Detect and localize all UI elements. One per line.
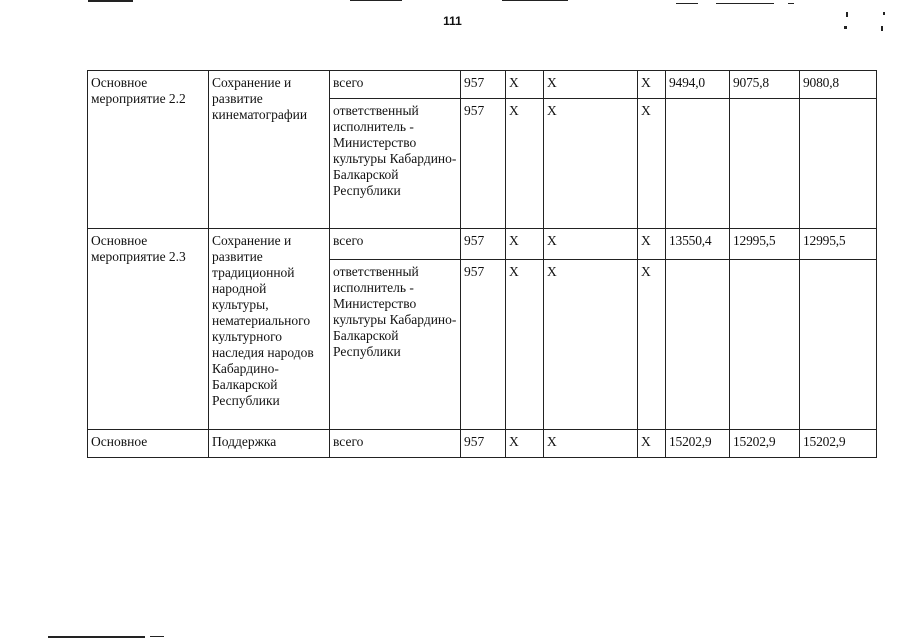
event-cell: Основное мероприятие 2.3: [88, 229, 209, 430]
table-row: [88, 229, 877, 260]
grbs-cell: 957: [461, 71, 506, 99]
rz-cell: Х: [506, 229, 544, 260]
table-row: [88, 71, 877, 99]
scan-mark: [881, 26, 883, 31]
scan-mark: [844, 26, 847, 29]
grbs-cell: 957: [461, 430, 506, 458]
rz-cell: Х: [506, 260, 544, 430]
rz-cell: Х: [506, 430, 544, 458]
scan-mark: [883, 12, 885, 15]
page-number: 111: [443, 14, 462, 28]
year3-value: 9080,8: [800, 71, 877, 99]
vr-cell: Х: [638, 229, 666, 260]
budget-table: [87, 70, 877, 458]
source-cell: всего: [330, 430, 461, 458]
csr-cell: Х: [544, 229, 638, 260]
vr-cell: Х: [638, 260, 666, 430]
year1-value: [666, 260, 730, 430]
event-name-cell: Сохранение и развитие кинематографии: [209, 71, 330, 229]
csr-cell: Х: [544, 71, 638, 99]
source-cell: всего: [330, 71, 461, 99]
csr-cell: Х: [544, 260, 638, 430]
year1-value: 15202,9: [666, 430, 730, 458]
scan-mark: [502, 0, 568, 1]
year2-value: 15202,9: [730, 430, 800, 458]
source-cell: ответственный исполнитель - Министерство культуры Кабардино-Балкарской Республики: [330, 99, 461, 229]
year1-value: 13550,4: [666, 229, 730, 260]
scan-mark: [676, 3, 698, 4]
year3-value: 12995,5: [800, 229, 877, 260]
year2-value: 12995,5: [730, 229, 800, 260]
table-row: [88, 430, 877, 458]
vr-cell: Х: [638, 99, 666, 229]
rz-cell: Х: [506, 71, 544, 99]
scan-mark: [88, 0, 133, 2]
source-cell: всего: [330, 229, 461, 260]
event-name-cell: Сохранение и развитие традиционной народной культуры, нематериального культурного наследия народов Кабардино-Балкарской Республики: [209, 229, 330, 430]
scan-mark: [150, 636, 164, 637]
event-cell: Основное: [88, 430, 209, 458]
year2-value: [730, 99, 800, 229]
rz-cell: Х: [506, 99, 544, 229]
scan-mark: [350, 0, 402, 1]
grbs-cell: 957: [461, 99, 506, 229]
vr-cell: Х: [638, 71, 666, 99]
scan-mark: [846, 12, 848, 17]
csr-cell: Х: [544, 430, 638, 458]
year1-value: [666, 99, 730, 229]
event-name-cell: Поддержка: [209, 430, 330, 458]
vr-cell: Х: [638, 430, 666, 458]
year3-value: [800, 99, 877, 229]
scan-mark: [788, 3, 794, 4]
scan-mark: [716, 3, 774, 4]
grbs-cell: 957: [461, 229, 506, 260]
year2-value: 9075,8: [730, 71, 800, 99]
year3-value: 15202,9: [800, 430, 877, 458]
event-cell: Основное мероприятие 2.2: [88, 71, 209, 229]
csr-cell: Х: [544, 99, 638, 229]
scan-mark: [48, 636, 145, 638]
grbs-cell: 957: [461, 260, 506, 430]
year3-value: [800, 260, 877, 430]
year2-value: [730, 260, 800, 430]
source-cell: ответственный исполнитель - Министерство культуры Кабардино-Балкарской Республики: [330, 260, 461, 430]
year1-value: 9494,0: [666, 71, 730, 99]
